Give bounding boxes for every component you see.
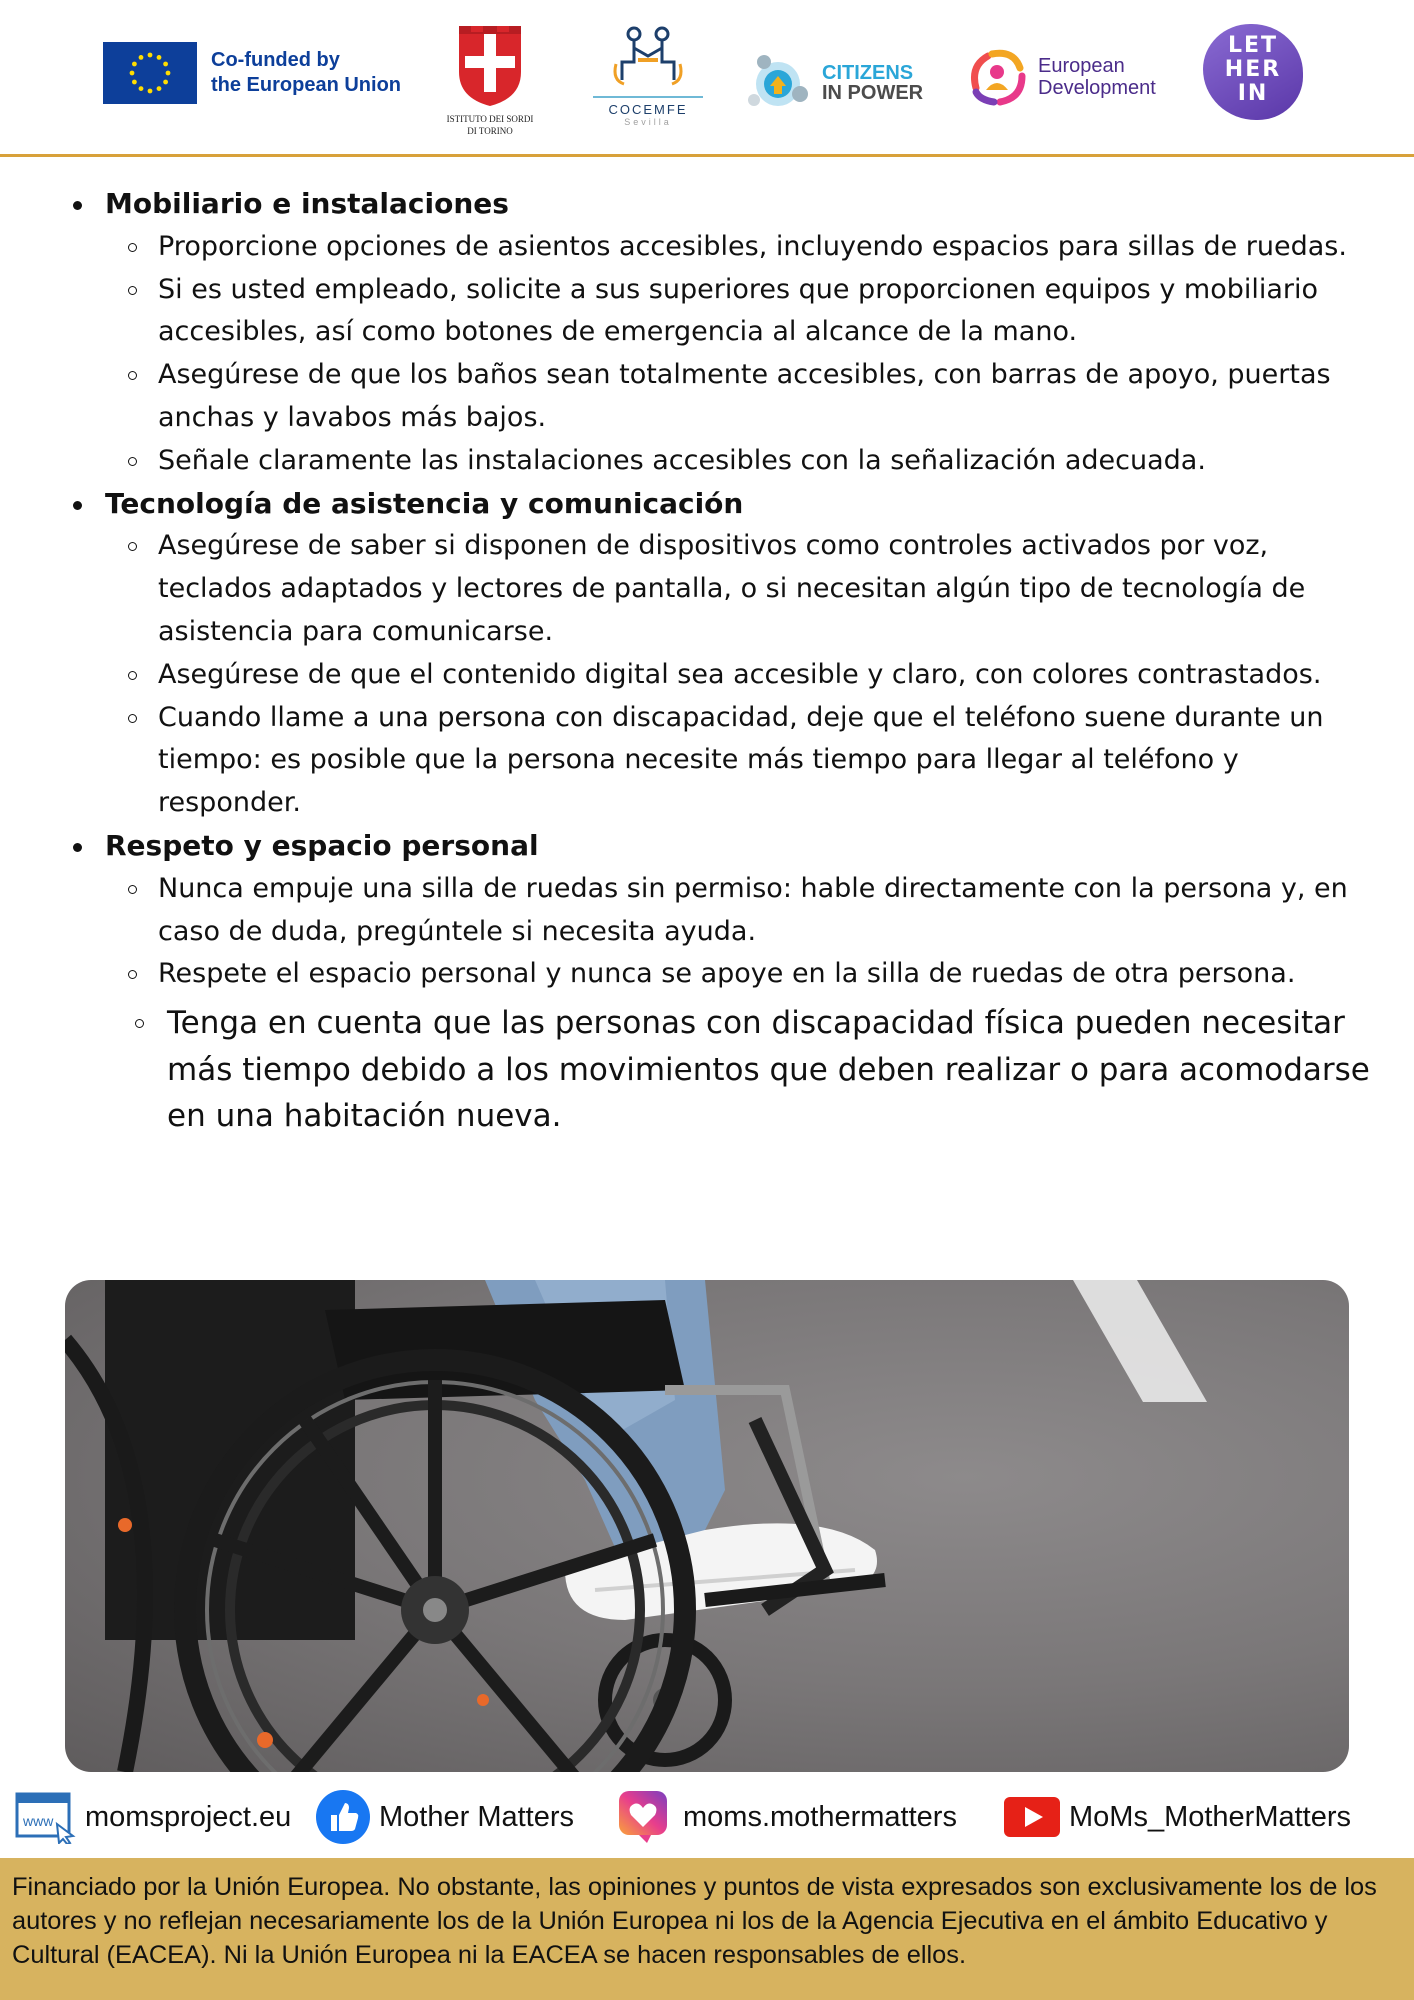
eu-logo-line2: the European Union — [211, 74, 401, 96]
eudev-logo-text — [1038, 55, 1156, 99]
wheelchair-photo — [65, 1280, 1349, 1772]
list-item: Respete el espacio personal y nunca se apoye en la silla de ruedas de otra persona. — [62, 953, 1382, 996]
facebook-link[interactable] — [315, 1790, 574, 1844]
eu-logo-line1: Co-funded by — [211, 49, 340, 71]
facebook-like-icon — [315, 1789, 371, 1845]
lhi-line1: LET — [1227, 33, 1279, 58]
citizens-logo-text — [822, 63, 923, 103]
www-globe-icon — [15, 1790, 77, 1844]
istituto-sordi-torino-logo — [440, 22, 540, 136]
citizens-emblem-icon — [742, 48, 814, 118]
lhi-line3: IN — [1237, 81, 1269, 106]
website-text: momsproject.eu — [85, 1800, 292, 1833]
facebook-text: Mother Matters — [379, 1800, 574, 1833]
instagram-link[interactable] — [617, 1790, 957, 1844]
website-link[interactable] — [15, 1790, 291, 1844]
citizens-line2: IN POWER — [822, 82, 924, 104]
section-title: Mobiliario e instalaciones — [62, 183, 1382, 226]
cocemfe-divider — [593, 96, 703, 98]
list-item: Si es usted empleado, solicite a sus superiores que proporcionen equipos y mobiliario accesibles, así como botones de emergencia al alcance de la mano. — [62, 269, 1382, 355]
section-tecnologia — [62, 483, 1382, 825]
cocemfe-name: COCEMFE — [608, 102, 688, 117]
youtube-play-icon — [1003, 1796, 1061, 1838]
red-shield-icon — [455, 22, 525, 108]
cocemfe-city: Sevilla — [624, 117, 672, 127]
let-her-in-logo — [1203, 24, 1303, 120]
list-item: Señale claramente las instalaciones accesibles con la señalización adecuada. — [62, 440, 1382, 483]
section-title: Tecnología de asistencia y comunicación — [62, 483, 1382, 526]
list-item: Nunca empuje una silla de ruedas sin permiso: hable directamente con la persona y, en caso de duda, pregúntele si necesita ayuda. — [62, 868, 1382, 954]
disclaimer-text: Financiado por la Unión Europea. No obstante, las opiniones y puntos de vista expresados son exclusivamente los de los autores y no reflejan necesariamente los de la Unión Europea ni los de la Agencia Ejecutiva en el ámbito Educativo y Cultural (EACEA). Ni la Unión Europea ni la EACEA se hacen responsables de ellos. — [12, 1873, 1377, 1969]
european-development-logo — [966, 46, 1156, 108]
people-at-table-icon — [608, 24, 688, 90]
eu-logo-text — [211, 48, 421, 98]
list-item: Asegúrese de saber si disponen de dispositivos como controles activados por voz, teclados adaptados y lectores de pantalla, o si necesitan algún tipo de tecnología de asistencia para comunicarse. — [62, 525, 1382, 653]
cocemfe-sevilla-logo — [592, 24, 704, 127]
lhi-line2: HER — [1224, 57, 1282, 82]
citizens-line1: CITIZENS — [822, 62, 914, 84]
social-links-bar — [15, 1790, 1410, 1844]
eudev-line2: Development — [1038, 77, 1156, 99]
www-label: www — [23, 1813, 54, 1829]
citizens-in-power-logo — [742, 48, 923, 118]
eudev-line1: European — [1038, 55, 1125, 77]
funding-disclaimer-footer — [0, 1858, 1414, 2000]
section-mobiliario — [62, 183, 1382, 483]
torino-caption-line2: DI TORINO — [467, 126, 513, 136]
instagram-heart-icon — [617, 1789, 675, 1845]
youtube-link[interactable] — [1003, 1790, 1351, 1844]
people-circle-icon — [966, 46, 1028, 108]
eu-flag-icon — [103, 42, 197, 104]
eu-cofunded-logo — [103, 42, 421, 104]
section-title: Respeto y espacio personal — [62, 825, 1382, 868]
guidelines-list — [62, 183, 1382, 1140]
list-item: Proporcione opciones de asientos accesibles, incluyendo espacios para sillas de ruedas. — [62, 226, 1382, 269]
list-item: Asegúrese de que el contenido digital sea accesible y claro, con colores contrastados. — [62, 654, 1382, 697]
list-item: Cuando llame a una persona con discapacidad, deje que el teléfono suene durante un tiempo: es posible que la persona necesite más tiempo para llegar al teléfono y responder. — [62, 697, 1382, 825]
logo-header — [0, 0, 1414, 157]
section-respeto — [62, 825, 1382, 1140]
torino-caption-line1: ISTITUTO DEI SORDI — [446, 114, 534, 124]
list-item: Tenga en cuenta que las personas con discapacidad física pueden necesitar más tiempo debido a los movimientos que deben realizar o para acomodarse en una habitación nueva. — [62, 1000, 1382, 1140]
instagram-text: moms.mothermatters — [683, 1800, 957, 1833]
youtube-text: MoMs_MotherMatters — [1069, 1800, 1352, 1833]
list-item: Asegúrese de que los baños sean totalmente accesibles, con barras de apoyo, puertas anchas y lavabos más bajos. — [62, 354, 1382, 440]
